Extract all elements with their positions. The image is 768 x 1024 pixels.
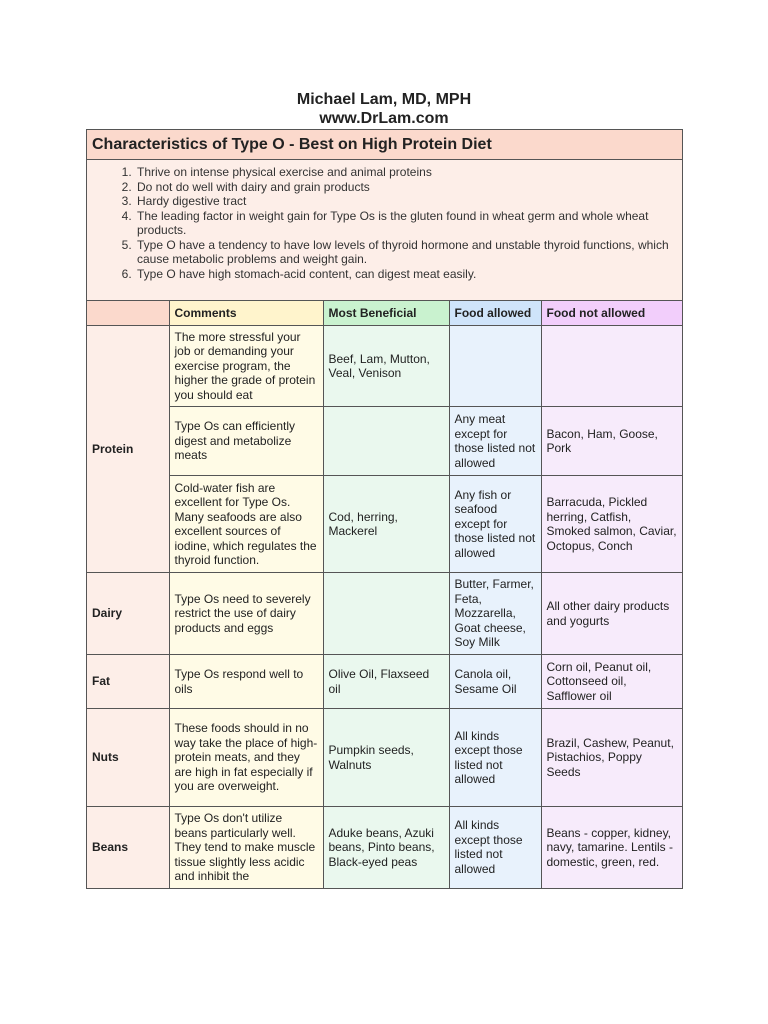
characteristics-list xyxy=(87,165,682,281)
characteristics-section xyxy=(87,160,682,301)
table-row xyxy=(87,655,682,709)
table-row xyxy=(87,807,682,888)
allowed-cell: Butter, Farmer, Feta, Mozzarella, Goat cheese, Soy Milk xyxy=(449,573,541,655)
beneficial-cell xyxy=(323,573,449,655)
comments-cell: Cold-water fish are excellent for Type Os. Many seafoods are also excellent sources of iodine, which regulates the thyroid function. xyxy=(169,476,323,573)
category-fat: Fat xyxy=(87,655,169,709)
characteristic-item: 5. Type O have a tendency to have low levels of thyroid hormone and unstable thyroid functions, which cause metabolic problems and weight gain. xyxy=(135,238,676,267)
table-header-row xyxy=(87,301,682,326)
diet-document xyxy=(86,129,683,889)
beneficial-cell: Aduke beans, Azuki beans, Pinto beans, Black-eyed peas xyxy=(323,807,449,888)
allowed-cell: Any fish or seafood except for those listed not allowed xyxy=(449,476,541,573)
not-allowed-cell: Brazil, Cashew, Peanut, Pistachios, Poppy Seeds xyxy=(541,709,682,807)
characteristic-item: 6. Type O have high stomach-acid content, can digest meat easily. xyxy=(135,267,676,282)
beneficial-cell xyxy=(323,407,449,476)
header-food-not-allowed: Food not allowed xyxy=(541,301,682,326)
category-protein: Protein xyxy=(87,326,169,573)
comments-cell: Type Os can efficiently digest and metabolize meats xyxy=(169,407,323,476)
not-allowed-cell: Beans - copper, kidney, navy, tamarine. Lentils - domestic, green, red. xyxy=(541,807,682,888)
table-row xyxy=(87,407,682,476)
not-allowed-cell: Bacon, Ham, Goose, Pork xyxy=(541,407,682,476)
website-text: www.DrLam.com xyxy=(319,110,449,127)
comments-cell: Type Os respond well to oils xyxy=(169,655,323,709)
category-beans: Beans xyxy=(87,807,169,888)
comments-cell: These foods should in no way take the place of high-protein meats, and they are high in fat especially if you are overweight. xyxy=(169,709,323,807)
document-header xyxy=(0,90,768,128)
allowed-cell: All kinds except those listed not allowed xyxy=(449,807,541,888)
category-nuts: Nuts xyxy=(87,709,169,807)
category-dairy: Dairy xyxy=(87,573,169,655)
not-allowed-cell: Barracuda, Pickled herring, Catfish, Smoked salmon, Caviar, Octopus, Conch xyxy=(541,476,682,573)
comments-cell: Type Os need to severely restrict the use of dairy products and eggs xyxy=(169,573,323,655)
not-allowed-cell: All other dairy products and yogurts xyxy=(541,573,682,655)
table-row xyxy=(87,573,682,655)
header-comments: Comments xyxy=(169,301,323,326)
comments-cell: The more stressful your job or demanding your exercise program, the higher the grade of protein you should eat xyxy=(169,326,323,407)
comments-cell: Type Os don't utilize beans particularly well. They tend to make muscle tissue slightly less acidic and inhibit the xyxy=(169,807,323,888)
not-allowed-cell xyxy=(541,326,682,407)
table-row xyxy=(87,326,682,407)
characteristic-item: 4. The leading factor in weight gain for Type Os is the gluten found in wheat germ and whole wheat products. xyxy=(135,209,676,238)
characteristic-item: 1. Thrive on intense physical exercise and animal proteins xyxy=(135,165,676,180)
table-row xyxy=(87,709,682,807)
beneficial-cell: Beef, Lam, Mutton, Veal, Venison xyxy=(323,326,449,407)
allowed-cell: Canola oil, Sesame Oil xyxy=(449,655,541,709)
document-title: Characteristics of Type O - Best on High Protein Diet xyxy=(87,130,682,160)
header-most-beneficial: Most Beneficial xyxy=(323,301,449,326)
header-food-allowed: Food allowed xyxy=(449,301,541,326)
allowed-cell: All kinds except those listed not allowed xyxy=(449,709,541,807)
not-allowed-cell: Corn oil, Peanut oil, Cottonseed oil, Safflower oil xyxy=(541,655,682,709)
food-table xyxy=(87,301,682,888)
table-row xyxy=(87,476,682,573)
beneficial-cell: Cod, herring, Mackerel xyxy=(323,476,449,573)
allowed-cell: Any meat except for those listed not allowed xyxy=(449,407,541,476)
allowed-cell xyxy=(449,326,541,407)
header-category xyxy=(87,301,169,326)
beneficial-cell: Olive Oil, Flaxseed oil xyxy=(323,655,449,709)
characteristic-item: 2. Do not do well with dairy and grain products xyxy=(135,180,676,195)
author-name: Michael Lam, MD, MPH xyxy=(296,91,472,108)
characteristic-item: 3. Hardy digestive tract xyxy=(135,194,676,209)
beneficial-cell: Pumpkin seeds, Walnuts xyxy=(323,709,449,807)
